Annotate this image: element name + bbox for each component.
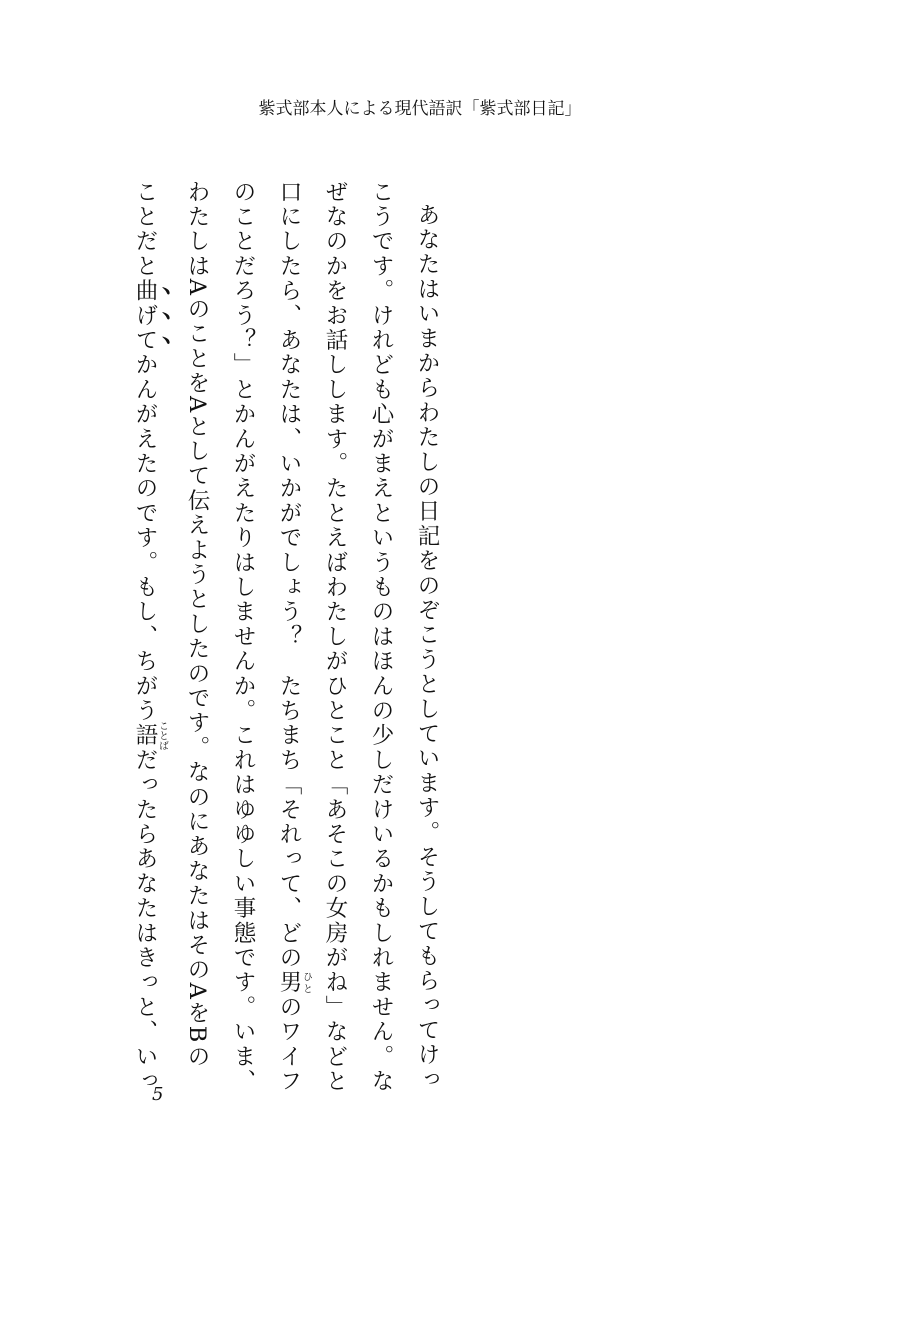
- text-line-7: [122, 180, 174, 1094]
- text-line-2: こうです。けれども心がまえというものはほんの少しだけいるかもしれません。な: [368, 180, 394, 1094]
- ruby-base-otoko: 男: [276, 970, 302, 996]
- text-line-1: あなたはいまからわたしの日記をのぞこうとしています。そうしてもらってけっ: [414, 203, 440, 1093]
- text-line-4-end: のワイフ: [276, 995, 302, 1094]
- body-text: [112, 180, 450, 1094]
- page-number: 5: [152, 1084, 164, 1105]
- text-line-7-start: ことだと: [132, 180, 158, 279]
- text-line-7-middle: かんがえたのです。もし、ちがう: [132, 352, 158, 724]
- ruby-base-go: 語: [132, 720, 158, 751]
- text-line-4-start: 口にしたら、あなたは、いかがでしょう？ たちまち「それって、どの: [276, 180, 302, 971]
- ruby-reading-kotoba: ことば: [156, 720, 168, 751]
- text-line-7-end: だったらあなたはきっと、いっ: [132, 748, 158, 1094]
- ruby-hito: [276, 970, 312, 996]
- emphasized-word: 曲げて: [132, 278, 158, 353]
- ruby-kotoba: [132, 720, 168, 751]
- text-line-3: ぜなのかをお話しします。たとえばわたしがひとこと「あそこの女房がね」などと: [322, 180, 348, 1094]
- running-header: 紫式部本人による現代語訳「紫式部日記」: [258, 99, 582, 119]
- text-line-4: [266, 180, 312, 1094]
- text-line-5: のことだろう？」とかんがえたりはしませんか。これはゆゆしい事態です。いま、: [230, 180, 256, 1094]
- ruby-reading-hito: ひと: [300, 970, 312, 996]
- text-line-6: わたしはAのことをAとして伝えようとしたのです。なのにあなたはそのAをBの: [184, 180, 210, 1070]
